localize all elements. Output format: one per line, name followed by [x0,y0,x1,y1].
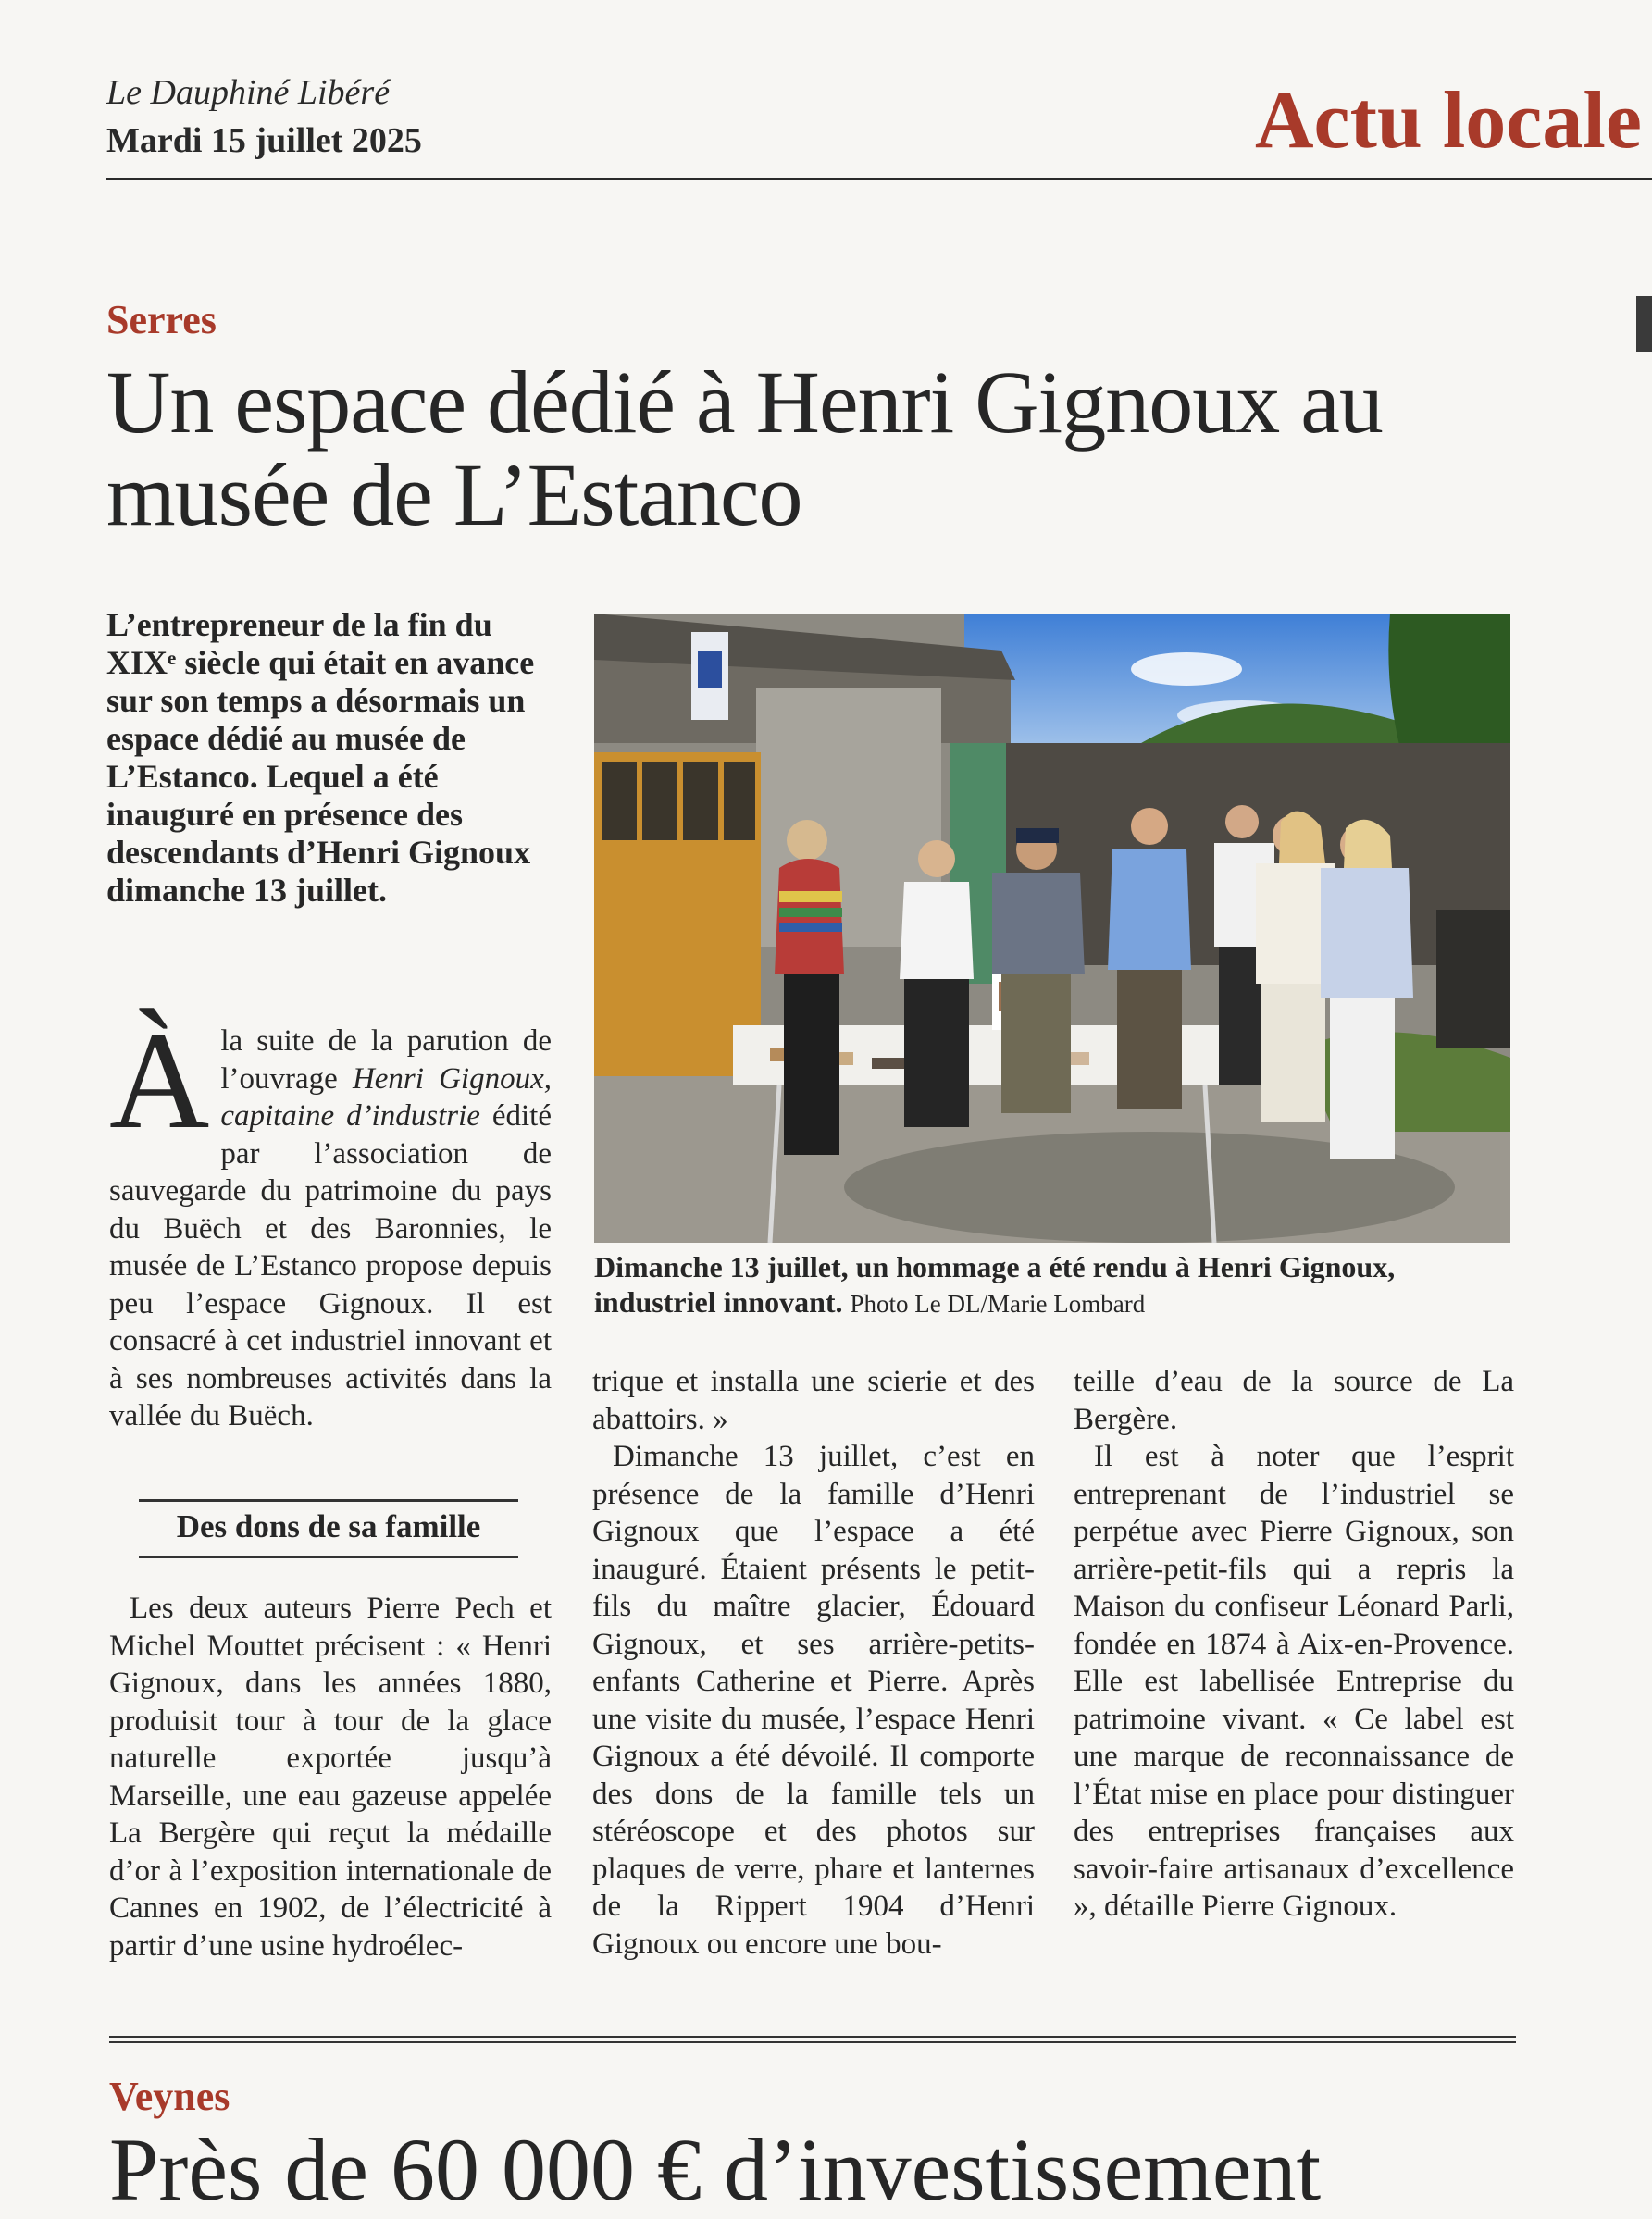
issue-date: Mardi 15 juillet 2025 [106,121,422,160]
book-title: Henri Gignoux, capitaine d’industrie [220,1061,552,1133]
next-article-headline: Près de 60 000 € d’investissement [109,2120,1322,2219]
subhead-rule-bottom [139,1556,518,1558]
photo-credit: Photo Le DL/Marie Lombard [850,1290,1146,1318]
article-column-1 [109,1004,552,1435]
caption-text: Dimanche 13 juillet, un hommage a été rendu à Henri Gignoux, industriel innovant. [594,1250,1396,1319]
photo-illustration [594,614,1510,1243]
article-lede: L’entrepreneur de la fin du XIXᵉ siècle qui était en avance sur son temps a désormais un espace dédié au musée de L’Estanco. Lequel a été inauguré en présence des descendants d’Henri Gignoux dimanche 13 juillet. [106,606,535,909]
next-article-kicker: Veynes [109,2074,230,2119]
footer-rule-bottom [109,2041,1516,2043]
photo-caption [594,1249,1510,1321]
header-rule [106,178,1652,180]
paragraph-continuation-2: teille d’eau de la source de La Bergère. [1074,1365,1514,1436]
newspaper-brand: Le Dauphiné Libéré [106,73,391,112]
article-kicker: Serres [106,297,217,342]
article-column-1-lower [109,1590,552,1965]
footer-rule-top [109,2036,1516,2038]
article-subhead: Des dons de sa famille [176,1508,481,1544]
paragraph-inauguration: Dimanche 13 juillet, c’est en présence de la famille d’Henri Gignoux que l’espace a été inauguré. Étaient présents le petit-fils du maître glacier, Édouard Gignoux, et ses arrière-petits-enfants Catherine et Pierre. Après une visite du musée, l’espace Henri Gignoux a été dévoilé. Il comporte des dons de la famille tels un stéréoscope et des photos sur plaques de verre, phare et lanternes de la Rippert 1904 d’Henri Gignoux ou encore une bou- [592,1440,1035,1961]
paragraph-heritage: Il est à noter que l’esprit entreprenant de l’industriel se perpétue avec Pierre Gignoux, son arrière-petit-fils qui a repris la Maison du confiseur Léonard Parli, fondée en 1874 à Aix-en-Provence. Elle est labellisée Entreprise du patrimoine vivant. « Ce label est une marque de reconnaissance de l’État mise en place pour distinguer des entreprises françaises aux savoir-faire artisanaux d’excellence », détaille Pierre Gignoux. [1074,1440,1514,1923]
adjacent-page-edge [1636,296,1652,352]
paragraph-intro: À la suite de la parution de l’ouvrage Henri Gignoux, capitaine d’industrie édité par l’association de sauvegarde du patrimoine du pays du Buëch et des Baronnies, le musée de L’Estanco propose depuis peu l’espace Gignoux. Il est consacré à cet industriel innovant et à ses nombreuses activités dans la vallée du Buëch. [109,1004,552,1432]
article-photo [594,614,1510,1243]
article-column-3 [1074,1363,1514,1926]
subhead-rule-top [139,1499,518,1502]
paragraph-continuation: trique et installa une scierie et des abattoirs. » [592,1365,1035,1436]
section-title: Actu locale [1255,76,1642,166]
paragraph-authors: Les deux auteurs Pierre Pech et Michel Mouttet précisent : « Henri Gignoux, dans les années 1880, produisit tour à tour de la glace naturelle exportée jusqu’à Marseille, une eau gazeuse appelée La Bergère qui reçut la médaille d’or à l’exposition internationale de Cannes en 1902, de l’électricité à partir d’une usine hydroélec- [109,1592,552,1963]
article-column-2 [592,1363,1035,1963]
drop-cap: À [109,1004,210,1158]
article-headline: Un espace dédié à Henri Gignoux au musée de L’Estanco [106,353,1383,544]
